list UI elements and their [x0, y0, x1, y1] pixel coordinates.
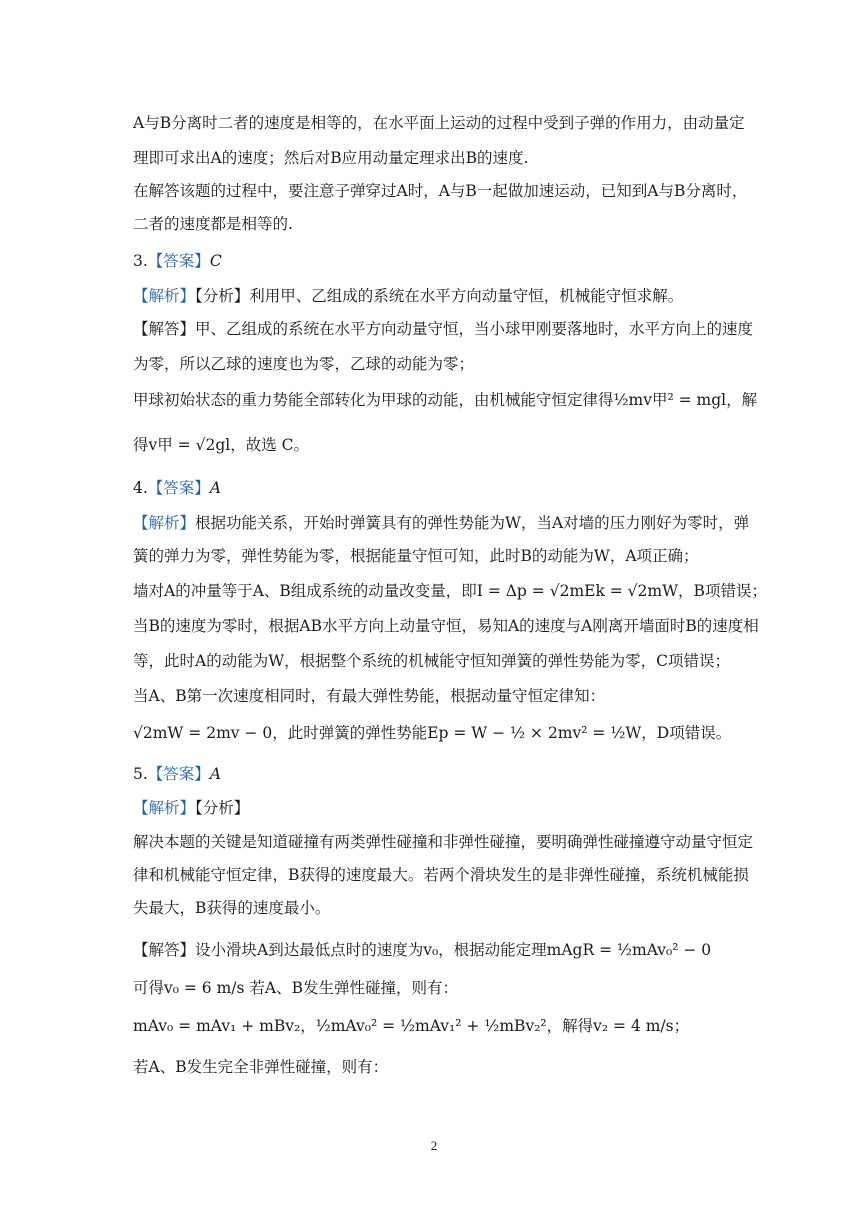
section-tag: 【答案】 — [147, 479, 210, 497]
line-text: 【解答】设小滑块A到达最低点时的速度为v₀，根据动能定理mAgR = ½mAv₀² − 0 — [133, 941, 712, 959]
line-text: 为零，所以乙球的速度也为零，乙球的动能为零； — [133, 355, 475, 373]
line-text: 理即可求出A的速度；然后对B应用动量定理求出B的速度. — [133, 149, 529, 167]
text-line — [133, 318, 783, 340]
text-line — [133, 180, 783, 202]
text-line — [133, 545, 783, 567]
text-line — [133, 1015, 783, 1037]
line-text: 可得v₀ = 6 m/s 若A、B发生弹性碰撞，则有： — [133, 979, 458, 997]
text-line — [133, 685, 783, 707]
line-text: mAv₀ = mAv₁ + mBv₂，½mAv₀² = ½mAv₁² + ½mBv₂²，解得v₂ = 4 m/s； — [133, 1017, 690, 1035]
text-line — [133, 147, 783, 169]
line-text: 【分析】 — [195, 799, 250, 817]
text-line — [133, 512, 783, 534]
section-tag: 【解析】 — [133, 287, 196, 305]
page-number: 2 — [430, 1138, 438, 1153]
text-line — [133, 722, 783, 744]
text-line — [133, 897, 783, 919]
line-text: 根据功能关系，开始时弹簧具有的弹性势能为W，当A对墙的压力刚好为零时，弹 — [195, 514, 750, 532]
section-tag: 【答案】 — [147, 765, 210, 783]
text-line — [133, 580, 783, 602]
text-line — [133, 763, 783, 785]
text-line — [133, 285, 783, 307]
section-tag: 【答案】 — [147, 252, 210, 270]
line-text: 二者的速度都是相等的. — [133, 215, 293, 233]
text-line — [133, 939, 783, 961]
line-text: A — [209, 765, 222, 783]
line-text: 律和机械能守恒定律，B获得的速度最大。若两个滑块发生的是非弹性碰撞，系统机械能损 — [133, 866, 749, 884]
line-text: 在解答该题的过程中，要注意子弹穿过A时，A与B一起做加速运动，已知到A与B分离时， — [133, 182, 748, 200]
text-line — [133, 477, 783, 499]
text-line — [133, 213, 783, 235]
line-text: 甲球初始状态的重力势能全部转化为甲球的动能，由机械能守恒定律得½mv甲² = mgl，解 — [133, 391, 758, 409]
line-text: 【解答】甲、乙组成的系统在水平方向动量守恒，当小球甲刚要落地时，水平方向上的速度 — [133, 320, 754, 338]
text-line — [133, 977, 783, 999]
line-text: 当B的速度为零时，根据AB水平方向上动量守恒，易知A的速度与A刚离开墙面时B的速度相 — [133, 617, 759, 635]
question-number: 4. — [133, 479, 148, 497]
question-number: 5. — [133, 765, 148, 783]
line-text: 【分析】利用甲、乙组成的系统在水平方向动量守恒，机械能守恒求解。 — [195, 287, 684, 305]
line-text: 得v甲 = √2gl，故选 C。 — [133, 436, 310, 454]
text-line — [133, 831, 783, 853]
section-tag: 【解析】 — [133, 799, 196, 817]
section-tag: 【解析】 — [133, 514, 196, 532]
line-text: 墙对A的冲量等于A、B组成系统的动量改变量，即I = Δp = √2mEk = √2mW，B项错误； — [133, 582, 767, 600]
line-text: 失最大，B获得的速度最小。 — [133, 899, 331, 917]
line-text: 簧的弹力为零，弹性势能为零，根据能量守恒可知，此时B的动能为W，A项正确； — [133, 547, 699, 565]
question-number: 3. — [133, 252, 148, 270]
text-line — [133, 112, 783, 134]
text-line — [133, 650, 783, 672]
line-text: A与B分离时二者的速度是相等的，在水平面上运动的过程中受到子弹的作用力，由动量定 — [133, 114, 745, 132]
text-line — [133, 615, 783, 637]
line-text: √2mW = 2mv − 0，此时弹簧的弹性势能Ep = W − ½ × 2mv² = ½W，D项错误。 — [133, 724, 732, 742]
text-line — [133, 353, 783, 375]
text-line — [133, 797, 783, 819]
text-line — [133, 1056, 783, 1078]
text-line — [133, 434, 783, 456]
line-text: 解决本题的关键是知道碰撞有两类弹性碰撞和非弹性碰撞，要明确弹性碰撞遵守动量守恒定 — [133, 833, 754, 851]
line-text: 等，此时A的动能为W，根据整个系统的机械能守恒知弹簧的弹性势能为零，C项错误； — [133, 652, 730, 670]
text-line — [133, 864, 783, 886]
line-text: C — [209, 252, 222, 270]
line-text: 若A、B发生完全非弹性碰撞，则有： — [133, 1058, 389, 1076]
text-line — [133, 250, 783, 272]
text-line — [133, 389, 783, 411]
line-text: A — [209, 479, 222, 497]
line-text: 当A、B第一次速度相同时，有最大弹性势能，根据动量守恒定律知： — [133, 687, 606, 705]
